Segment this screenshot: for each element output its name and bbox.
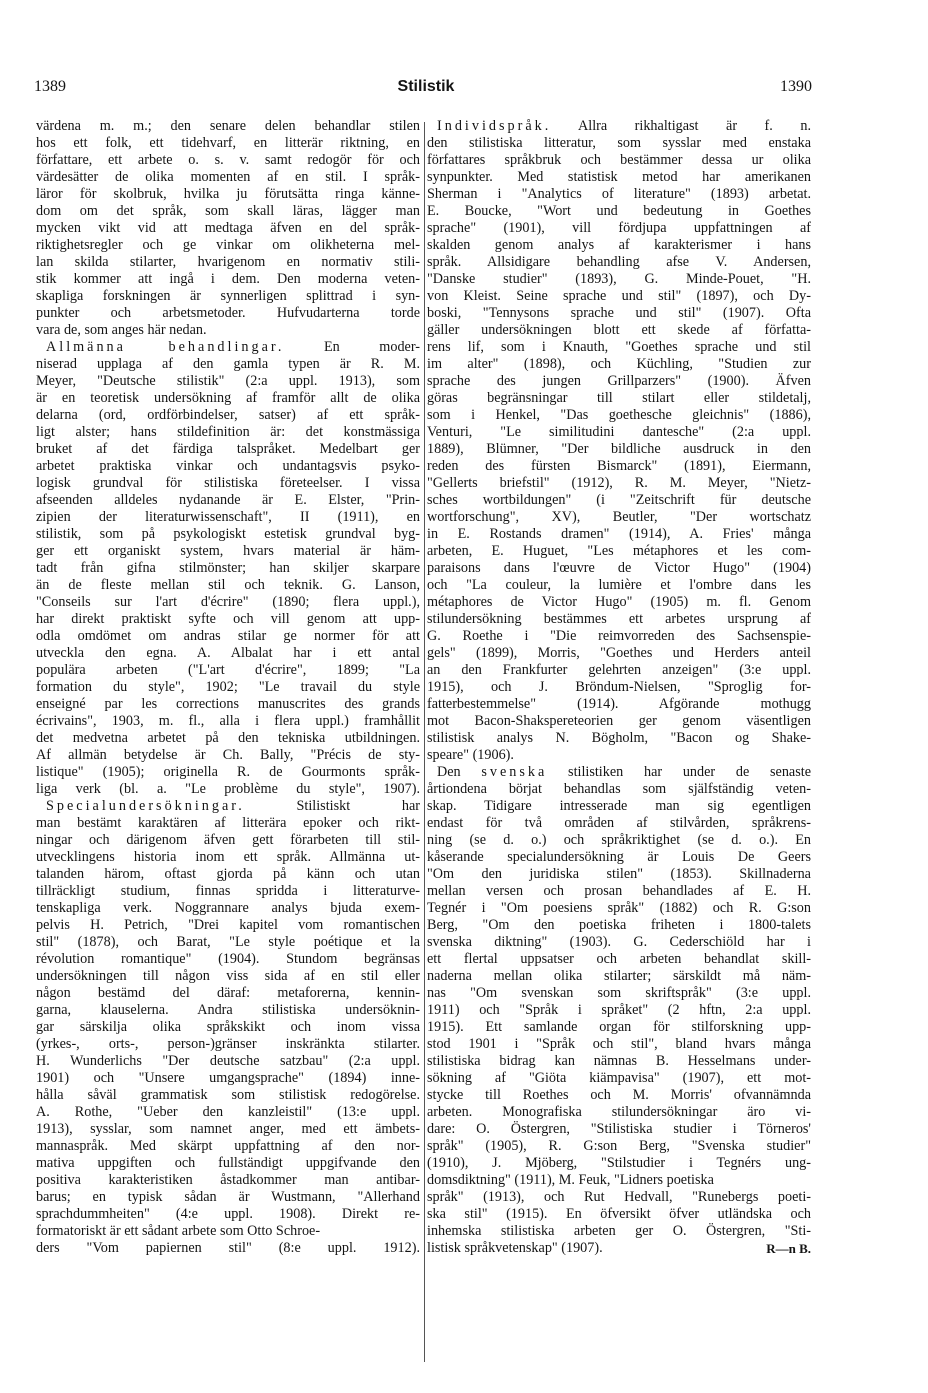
text-line: "Gellerts briefstil" (1912), R. M. Meyer, "Nietz- [427,475,811,491]
text-line: riktighetsregler och ge vinkar om olikheterna mel- [36,237,420,253]
text-line: Af allmän betydelse är Ch. Bally, "Précis de sty- [36,747,420,763]
text-line: positiva karakteristiken åstadkommer man antibar- [36,1172,420,1188]
text-line: R—n B. listisk språkvetenskap" (1907). [427,1240,811,1256]
text-line: som i Henkel, "Das goethesche gleichnis" (1886), [427,407,811,423]
text-line: kåserande specialundersökning är Louis De Geers [427,849,811,865]
text-line: G. Roethe i "Die reimvorreden des Sachsenspie- [427,628,811,644]
text-line: sprache" (1901), vill fördjupa uppfattningen af [427,220,811,236]
text-line: gels" (1899), Morris, "Goethes und Herders anteil [427,645,811,661]
text-line: (1910), J. Mjöberg, "Stilstudier i Tegnérs ung- [427,1155,811,1171]
text-line: arbeten. Monografiska stilundersökningar äro vi- [427,1104,811,1120]
text-line: enseigné par les corrections manuscrites des grands [36,696,420,712]
text-line: mativa uppgiften och fullständigt uppgifvande den [36,1155,420,1171]
text-line: tillräckligt studium, finnas spridda i litteraturve- [36,883,420,899]
text-line: det medvetna arbetet på den tekniska utbildningen. [36,730,420,746]
text-line: ger ett organiskt system, hvars material är häm- [36,543,420,559]
text-line: än de fleste mellan stil och teknik. G. Lanson, [36,577,420,593]
text-line: stilistiska bidrag kan nämnas B. Hesselmans under- [427,1053,811,1069]
text-line: skalden genom analys af karakterismer i hans [427,237,811,253]
text-line: mycken vikt vid att medtaga äfven en del språk- [36,220,420,236]
text-line: sökning af "Giöta kiämpavisa" (1907), ett mot- [427,1070,811,1086]
text-line: boski, "Tennysons sprache und stil" (1907). Ofta [427,305,811,321]
text-line: hålla såväl grammatisk som stilistisk redogörelse. [36,1087,420,1103]
text-line: stik kommer att ingå i dem. Den moderna veten- [36,271,420,287]
text-line: tadt från gifna stilmönster; han skiljer skarpare [36,560,420,576]
text-line: har direkt praktiskt syfte och vill genom att upp- [36,611,420,627]
text-line: utveckla den egna. A. Albalat har i ett antal [36,645,420,661]
text-line: läror för skolbruk, hvilka ju förutsätta ringa känne- [36,186,420,202]
text-line: pelvis H. Petrich, "Drei kapitel vom romantischen [36,917,420,933]
text-line: författare, ett arbete o. s. v. samt redogör för och [36,152,420,168]
text-line: logisk grundval för stilistiska företeelser. I vissa [36,475,420,491]
text-line: stilistik, som på psykologiskt estetisk grundval byg- [36,526,420,542]
text-line: fatterbestemmelse" (1914). Afgörande mothugg [427,696,811,712]
text-line: värdesätter de olika momenten af en stil. I språk- [36,169,420,185]
text-line: synpunkter. Med statistisk metod har amerikanen [427,169,811,185]
text-line: mellan versen och prosan behandlades af E. H. [427,883,811,899]
text-line: hos ett folk, ett tidehvarf, en litterär riktning, en [36,135,420,151]
text-line: svenska diktning" (1903). G. Cederschiöld har i [427,934,811,950]
text-line: tenskapliga verk. Noggrannare analys bjuda exem- [36,900,420,916]
text-line: stilundersökning bestämmes ett arbetes ursprung af [427,611,811,627]
text-line: man bestämt karaktären af litterära epoker och rikt- [36,815,420,831]
text-line: endast för två områden af stilvården, språkrens- [427,815,811,831]
text-line: rens lif, som i Knauth, "Goethes sprache und stil [427,339,811,355]
text-line: gäller undersökningen blott ett skede af författa- [427,322,811,338]
text-line: gar särskilja olika språkskikt och inom vissa [36,1019,420,1035]
text-line: arbetet praktiska vinkar och undantagsvis psyko- [36,458,420,474]
text-line: 1889), Blümner, "Der bildliche ausdruck in den [427,441,811,457]
text-line: formatoriskt är ett sådant arbete som Otto Schroe- [36,1223,321,1239]
text-line: Specialundersökningar. Stilistiskt har [46,798,420,814]
text-line: arbeten, E. Huguet, "Les métaphores et les com- [427,543,811,559]
text-line: "Om den juridiska stilen" (1853). Skillnaderna [427,866,811,882]
text-line: mannaspråk. Med skärpt uppfattning af den nor- [36,1138,420,1154]
text-line: populära arbeten ("L'art d'écrire", 1899; "La [36,662,420,678]
text-line: liga verk (bl. a. "Le problème du style", 1907). [36,781,420,797]
page-number-right: 1390 [780,78,812,95]
text-line: delarna (ord, ordförbindelser, satser) af ett språk- [36,407,420,423]
text-line: språk. Allsidigare behandling afse V. Andersen, [427,254,811,270]
left-text-column [36,118,420,1257]
text-line: stilistisk analys N. Bögholm, "Bacon og Shake- [427,730,811,746]
text-line: språk" (1905), R. G:son Berg, "Svenska studier" [427,1138,811,1154]
text-line: écrivains", 1903, m. fl., alla i flera uppl.) framhållit [36,713,420,729]
text-line: någon bestämd del däraf: metaforerna, kennin- [36,985,420,1001]
text-line: årtiondena börjat behandlas som själfständig veten- [427,781,811,797]
text-line: stil" (1878), och Barat, "Le style poétique et la [36,934,420,950]
text-line: Allmänna behandlingar. En moder- [46,339,420,355]
text-line: ett flertal uppsatser och arbeten behandlat skill- [427,951,811,967]
text-line: punkter och arbetsmetoder. Hufvudarterna torde [36,305,420,321]
text-line: domsdiktning" (1911), M. Feuk, "Lidners poetiska [427,1172,714,1188]
text-line: värdena m. m.; den senare delen behandlar stilen [36,118,420,134]
text-line: författares språkbruk och bestämmer dessa ur olika [427,152,811,168]
text-line: garna, klauselerna. Andra stilistiska undersöknin- [36,1002,420,1018]
text-line: Den svenska stilistiken har under de senaste [437,764,811,780]
text-line: listique" (1905); originella R. de Gourmonts språk- [36,764,420,780]
text-line: 1915). Ett samlande organ för stilforskning upp- [427,1019,811,1035]
page-header [0,78,928,100]
text-line: ning (se d. o.) och språkriktighet (se d. o.). En [427,832,811,848]
text-line: afseenden alldeles nydanande är E. Elster, "Prin- [36,492,420,508]
text-line: talanden härom, oftast gjorda på känn och utan [36,866,420,882]
text-line: 1911) och "Språk i språket" (2 hftn, 2:a uppl. [427,1002,811,1018]
text-line: ska stil" (1915). En öfversikt öfver utländska och [427,1206,811,1222]
text-line: (yrkes-, orts-, person-)gränser inskränkta stilarter. [36,1036,420,1052]
text-line: inhemska stilistiska arbeten ger O. Östergren, "Sti- [427,1223,811,1239]
text-line: Meyer, "Deutsche stilistik" (2:a uppl. 1913), som [36,373,420,389]
text-line: undersökningen till någon viss sida af en stil eller [36,968,420,984]
text-line: göras begränsningar till stilart eller stildetalj, [427,390,811,406]
text-line: formation du style", 1902; "Le travail du style [36,679,420,695]
text-line: ders "Vom papiernen stil" (8:e uppl. 1912). [36,1240,420,1256]
text-line: speare" (1906). [427,747,514,763]
column-divider [424,122,425,1362]
text-line: naderna mellan olika stilarter; särskildt må näm- [427,968,811,984]
text-line: mot Bacon-Shakspereteorien ger genom väsentligen [427,713,811,729]
text-line: in E. Rostands dramen" (1914), A. Fries' många [427,526,811,542]
text-line: barus; en typisk sådan är Wustmann, "Allerhand [36,1189,420,1205]
text-line: wortforschung", XV), Beutler, "Der wortschatz [427,509,811,525]
page-number-left: 1389 [34,78,66,95]
text-line: reden des fürsten Bismarck" (1891), Eiermann, [427,458,811,474]
text-line: révolution romantique" (1904). Stundom begränsas [36,951,420,967]
text-line: vara de, som anges här nedan. [36,322,207,338]
text-line: sches wortbildungen" (i "Zeitschrift für deutsche [427,492,811,508]
text-line: den stilistiska litteratur, som sysslar med enstaka [427,135,811,151]
text-line: bruket af det färdiga talspråket. Medelbart ger [36,441,420,457]
text-line: är en teoretisk undersökning af framför allt de olika [36,390,420,406]
text-line: Individspråk. Allra rikhaltigast är f. n. [437,118,811,134]
text-line: Sherman i "Analytics of literature" (1893) arbetat. [427,186,811,202]
text-line: sprachdummheiten" (4:e uppl. 1908). Direkt re- [36,1206,420,1222]
text-line: skap. Tidigare intresserade man sig egentligen [427,798,811,814]
text-line: métaphores de Victor Hugo" (1905) m. fl. Genom [427,594,811,610]
text-line: lan skilda stilarter, hvarigenom en normativ stili- [36,254,420,270]
text-line: stycke till Roethes och M. Morris' ofvannämnda [427,1087,811,1103]
text-line: 1913), sysslar, som namnet anger, med ett ämbets- [36,1121,420,1137]
text-line: språk" (1913), och Rut Hedvall, "Runebergs poeti- [427,1189,811,1205]
text-line: ningar och därigenom äfven gett förarbeten till stil- [36,832,420,848]
text-line: im alter" (1898), och Küchling, "Studien zur [427,356,811,372]
text-line: utvecklingens historia inom ett språk. Allmänna ut- [36,849,420,865]
author-signature: R—n B. [766,1241,811,1256]
text-line: paraisons dans l'œuvre de Victor Hugo" (1904) [427,560,811,576]
text-line: sprache des jungen Grillparzers" (1900). Äfven [427,373,811,389]
text-line: H. Wunderlichs "Der deutsche satzbau" (2:a uppl. [36,1053,420,1069]
text-line: stod 1901 i "Språk och stil", bland hvars många [427,1036,811,1052]
text-line: 1915), och J. Bröndum-Nielsen, "Sproglig for- [427,679,811,695]
running-title: Stilistik [397,78,455,95]
text-line: Tegnér i "Om poesiens språk" (1882) och R. G:son [427,900,811,916]
right-text-column [427,118,811,1257]
text-line: A. Rothe, "Ueber den kanzleistil" (13:e uppl. [36,1104,420,1120]
text-line: dare: O. Östergren, "Stilistiska studier i Törneros' [427,1121,811,1137]
text-line: Berg, "Om den poetiska friheten i 1800-talets [427,917,811,933]
text-line: skapliga forskningen är synnerligen splittrad i syn- [36,288,420,304]
text-line: an den Frankfurter gelehrten anzeigen" (3:e uppl. [427,662,811,678]
text-line: dom om det språk, som skall läras, lägger man [36,203,420,219]
text-line: nas "Om svenskan som skriftspråk" (3:e uppl. [427,985,811,1001]
text-line: zipien der literaturwissenschaft", II (1911), en [36,509,420,525]
text-line: E. Boucke, "Wort und bedeutung in Goethes [427,203,811,219]
text-line: "Danske studier" (1893), G. Minde-Pouet, "H. [427,271,811,287]
text-line: ligt alster; hans stildefinition är: det konstmässiga [36,424,420,440]
text-line: von Kleist. Seine sprache und stil" (1897), och Dy- [427,288,811,304]
text-line: niserad upplaga af den gamla typen är R. M. [36,356,420,372]
text-line: "Conseils sur l'art d'écrire" (1890; flera uppl.), [36,594,420,610]
text-line: Venturi, "Le similitudini dantesche" (2:a uppl. [427,424,811,440]
text-line: 1901) och "Unsere umgangsprache" (1894) inne- [36,1070,420,1086]
text-line: och "La couleur, la lumière et l'ombre dans les [427,577,811,593]
text-line: odla omdömet om andras stilar ge normer för att [36,628,420,644]
